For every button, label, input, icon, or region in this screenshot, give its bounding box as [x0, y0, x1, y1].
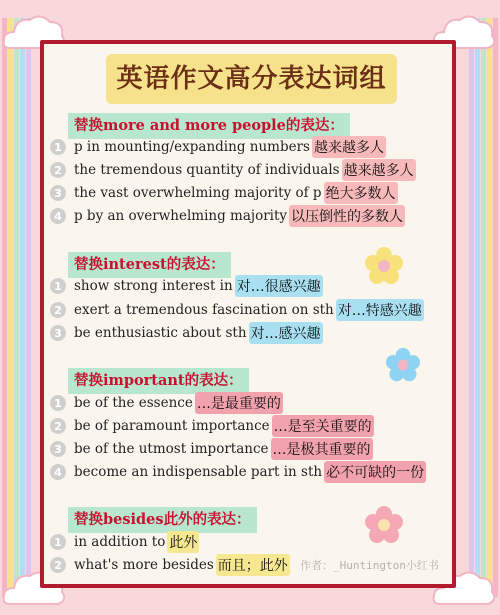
list-item — [50, 322, 323, 344]
list-item — [50, 205, 405, 227]
right-rainbow-stripes — [466, 18, 500, 597]
phrase-english: become an indispensable part in sth — [74, 464, 323, 480]
list-item — [50, 159, 416, 181]
phrase-chinese: 而且；此外 — [216, 554, 290, 576]
number-badge: 1 — [50, 534, 66, 550]
phrase-chinese: 对…特感兴趣 — [336, 299, 424, 321]
list-item — [50, 136, 386, 158]
number-badge: 1 — [50, 139, 66, 155]
phrase-chinese: …是至关重要的 — [272, 415, 374, 437]
yellow-flower-icon — [364, 246, 404, 286]
number-badge: 3 — [50, 185, 66, 201]
list-item — [50, 275, 323, 297]
number-badge: 2 — [50, 302, 66, 318]
phrase-english: the vast overwhelming majority of p — [74, 185, 322, 201]
section-heading-besides: 替换besides此外的表达： — [68, 507, 257, 533]
number-badge: 2 — [50, 557, 66, 573]
author-credit: 作者：_Huntington小红书 — [300, 559, 439, 572]
pink-flower-icon — [364, 505, 404, 545]
phrase-english: show strong interest in — [74, 278, 233, 294]
number-badge: 1 — [50, 395, 66, 411]
section-heading-people: 替换more and more people的表达： — [68, 113, 350, 139]
section-heading-important: 替换important的表达： — [68, 368, 249, 394]
phrase-chinese: 对…感兴趣 — [249, 322, 323, 344]
number-badge: 4 — [50, 208, 66, 224]
list-item — [50, 461, 426, 483]
list-item — [50, 554, 290, 576]
left-rainbow-stripes — [0, 18, 34, 597]
page-title: 英语作文高分表达词组 — [106, 54, 397, 104]
number-badge: 3 — [50, 325, 66, 341]
number-badge: 3 — [50, 441, 66, 457]
phrase-english: the tremendous quantity of individuals — [74, 162, 340, 178]
list-item — [50, 438, 373, 460]
phrase-chinese: 越来越多人 — [342, 159, 416, 181]
number-badge: 1 — [50, 278, 66, 294]
phrase-english: be of the essence — [74, 395, 193, 411]
number-badge: 4 — [50, 464, 66, 480]
phrase-english: be of the utmost importance — [74, 441, 269, 457]
phrase-english: p by an overwhelming majority — [74, 208, 288, 224]
phrase-english: be enthusiastic about sth — [74, 325, 247, 341]
phrase-english: in addition to — [74, 534, 166, 550]
section-heading-interest: 替换interest的表达： — [68, 252, 231, 278]
number-badge: 2 — [50, 162, 66, 178]
phrase-english: exert a tremendous fascination on sth — [74, 302, 334, 318]
phrase-english: what's more besides — [74, 557, 214, 573]
number-badge: 2 — [50, 418, 66, 434]
list-item — [50, 415, 374, 437]
list-item — [50, 531, 199, 553]
phrase-english: be of paramount importance — [74, 418, 270, 434]
phrase-chinese: 对…很感兴趣 — [235, 275, 323, 297]
phrase-chinese: …是最重要的 — [195, 392, 283, 414]
phrase-chinese: …是极其重要的 — [271, 438, 373, 460]
phrase-chinese: 越来越多人 — [312, 136, 386, 158]
blue-flower-icon — [385, 347, 421, 383]
phrase-english: p in mounting/expanding numbers — [74, 139, 310, 155]
phrase-chinese: 此外 — [167, 531, 199, 553]
phrase-chinese: 绝大多数人 — [324, 182, 398, 204]
phrase-chinese: 必不可缺的一份 — [324, 461, 426, 483]
list-item — [50, 182, 398, 204]
list-item — [50, 299, 424, 321]
list-item — [50, 392, 283, 414]
phrase-chinese: 以压倒性的多数人 — [289, 205, 405, 227]
